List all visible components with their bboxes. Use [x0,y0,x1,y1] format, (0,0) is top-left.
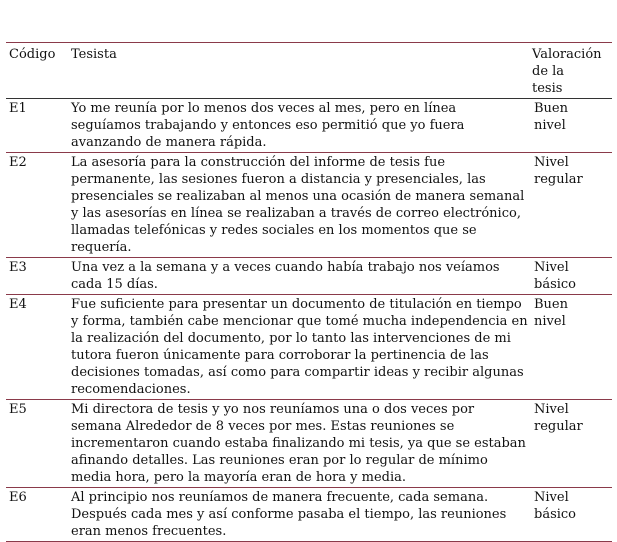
table-row [6,400,612,488]
header-valoracion [531,43,612,99]
rating-label: Buen nivel [534,101,568,133]
row-rating [531,295,612,400]
row-testimony: Al principio nos reuníamos de manera frecuente, cada semana. Después cada mes y así conforme pasaba el tiempo, las reuniones eran menos frecuentes. [68,488,531,542]
table-row [6,153,612,258]
table-header-row [6,43,612,99]
row-testimony: Mi directora de tesis y yo nos reuníamos una o dos veces por semana Alrededor de 8 veces por mes. Estas reuniones se incrementaron cuando estaba finalizando mi tesis, ya que se estaban afinando detalles. Las reuniones eran por lo regular de mínimo media hora, pero la mayoría eran de hora y media. [68,400,531,488]
table-row [6,488,612,542]
row-code: E4 [6,295,68,400]
header-code: Código [6,43,68,99]
row-rating [531,99,612,153]
row-testimony: Una vez a la semana y a veces cuando había trabajo nos veíamos cada 15 días. [68,258,531,295]
rating-label: Nivel básico [534,490,577,522]
table-row [6,295,612,400]
row-testimony: La asesoría para la construcción del informe de tesis fue permanente, las sesiones fueron a distancia y presenciales, las presenciales se realizaban al menos una ocasión de manera semanal y las asesorías en línea se realizaban a través de correo electrónico, llamadas telefónicas y redes sociales en los momentos que se requería. [68,153,531,258]
rating-label: Buen nivel [534,297,568,329]
row-code: E5 [6,400,68,488]
row-testimony: Fue suficiente para presentar un documento de titulación en tiempo y forma, también cabe mencionar que tomé mucha independencia en la realización del documento, por lo tanto las intervenciones de mi tutora fueron únicamente para corroborar la pertinencia de las decisiones tomadas, así como para compartir ideas y recibir algunas recomendaciones. [68,295,531,400]
rating-label: Nivel regular [534,402,583,434]
table-row [6,258,612,295]
header-tesista: Tesista [68,43,531,99]
row-rating [531,153,612,258]
thesis-advising-table [6,42,612,542]
rating-label: Nivel básico [534,260,577,292]
row-rating [531,488,612,542]
header-valoracion-label: Valoración de la tesis [532,47,602,96]
rating-label: Nivel regular [534,155,583,187]
table-row [6,99,612,153]
row-rating [531,400,612,488]
row-code: E2 [6,153,68,258]
row-testimony: Yo me reunía por lo menos dos veces al mes, pero en línea seguíamos trabajando y entonces eso permitió que yo fuera avanzando de manera rápida. [68,99,531,153]
row-rating [531,258,612,295]
row-code: E1 [6,99,68,153]
row-code: E6 [6,488,68,542]
row-code: E3 [6,258,68,295]
